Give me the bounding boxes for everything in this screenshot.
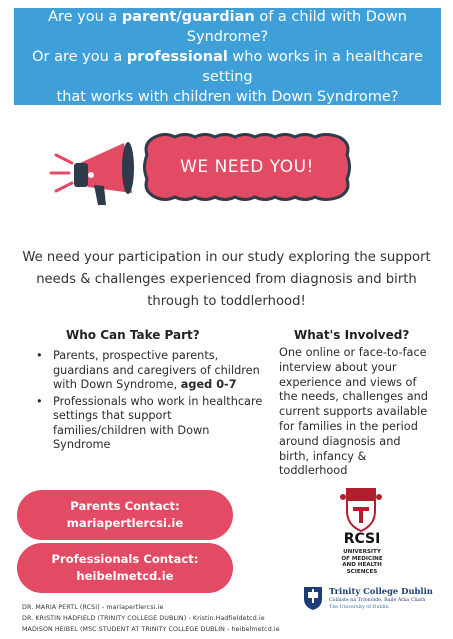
rcsi-name: RCSI <box>343 531 381 547</box>
credit-line: DR. MARIA PERTL (RCSI) - mariapertlercsi.ie <box>22 604 164 611</box>
tcd-irish-name: Coláiste na Tríonóide, Baile Átha Cliath <box>329 598 426 603</box>
parents-contact-label: Parents Contact: <box>70 499 180 513</box>
rcsi-sub-line: UNIVERSITY <box>343 549 381 555</box>
banner-line-3: that works with children with Down Syndrome? <box>56 88 399 105</box>
rcsi-sub-line: OF MEDICINE <box>341 555 383 562</box>
whats-involved-title: What's Involved? <box>294 328 410 342</box>
list-item: • Professionals who work in healthcare settings that support families/children with Down Syndrome <box>36 395 266 453</box>
banner-line-2: Or are you a professional who works in a healthcare setting <box>32 48 423 85</box>
header-banner <box>14 8 441 105</box>
credit-line: MADISON HEIBEL (MSC STUDENT AT TRINITY COLLEGE DUBLIN - heibelmetcd.ie <box>22 626 280 633</box>
who-can-take-part-title: Who Can Take Part? <box>66 328 200 342</box>
tcd-name: Trinity College Dublin <box>329 586 433 596</box>
researcher-credits <box>22 602 342 635</box>
we-need-you-text: WE NEED YOU! <box>180 157 314 177</box>
rcsi-sub-line: SCIENCES <box>346 568 378 575</box>
eligibility-list <box>20 349 266 455</box>
megaphone-icon <box>44 133 149 213</box>
involvement-description: One online or face-to-face interview about your experience and views of the needs, challenges and current supports available for families in the period around diagnosis and birth, infancy & toddlerhood <box>279 346 428 478</box>
intro-text: We need your participation in our study exploring the support needs & challenges experienced from diagnosis and birth through to toddlerhood! <box>22 250 431 309</box>
parents-contact-pill <box>17 490 233 540</box>
rcsi-subtitle <box>330 549 394 575</box>
tcd-crest-icon <box>302 585 324 611</box>
banner-line-1: Are you a parent/guardian of a child with Down Syndrome? <box>48 8 407 45</box>
list-item: • Parents, prospective parents, guardians and caregivers of children with Down Syndrome, aged 0-7 <box>36 349 266 393</box>
professionals-contact-label: Professionals Contact: <box>51 552 199 566</box>
professionals-contact-email[interactable]: heibelmetcd.ie <box>76 569 174 583</box>
tcd-subtitle: The University of Dublin <box>329 605 389 610</box>
rcsi-sub-line: AND HEALTH <box>342 562 382 568</box>
professionals-contact-pill <box>17 543 233 593</box>
credit-line: DR. KRISTIN HADFIELD (TRINITY COLLEGE DUBLIN) - Kristin.Hadfieldetcd.ie <box>22 615 265 622</box>
parents-contact-email[interactable]: mariapertlercsi.ie <box>66 516 184 530</box>
rcsi-crest-icon <box>339 485 383 533</box>
